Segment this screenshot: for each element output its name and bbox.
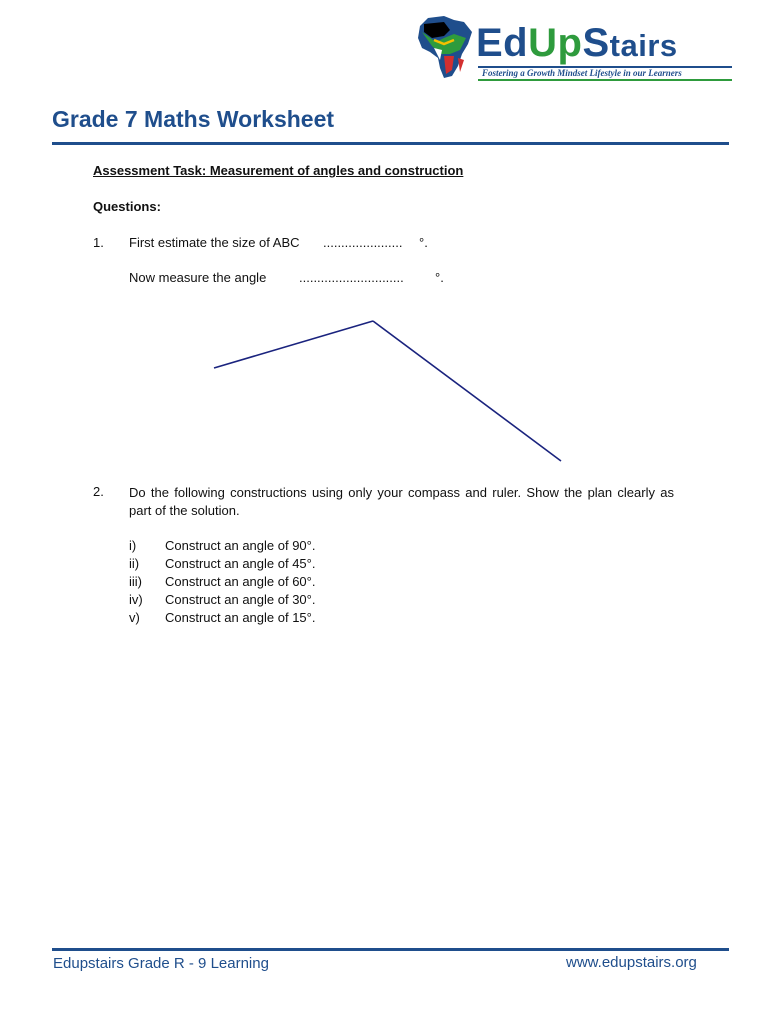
list-item-text: Construct an angle of 90°. <box>165 538 316 553</box>
list-item-number: iv) <box>129 592 143 607</box>
edupstairs-logo <box>414 14 732 82</box>
list-item <box>129 591 429 609</box>
list-item-number: ii) <box>129 556 140 571</box>
angle-arm-ba <box>214 321 373 368</box>
q1-estimate-text: First estimate the size of ABC <box>129 235 300 250</box>
footer-left-text: Edupstairs Grade R - 9 Learning <box>53 955 269 972</box>
angle-arm-bc <box>373 321 561 461</box>
list-item-text: Construct an angle of 30°. <box>165 592 316 607</box>
list-item <box>129 537 429 555</box>
list-item <box>129 573 429 591</box>
brand-part-s: S <box>582 21 610 65</box>
q1-measure-blank: ............................. <box>299 270 404 285</box>
list-item-text: Construct an angle of 45°. <box>165 556 316 571</box>
task-title: Assessment Task: Measurement of angles and construction <box>93 163 464 178</box>
page-title: Grade 7 Maths Worksheet <box>52 106 335 132</box>
questions-heading: Questions: <box>93 199 161 214</box>
title-divider <box>52 142 729 145</box>
list-item <box>129 555 429 573</box>
q1-measure-unit: °. <box>435 270 444 285</box>
brand-part-ed: Ed <box>476 21 529 65</box>
construction-list <box>129 537 429 627</box>
list-item-number: iii) <box>129 574 142 589</box>
list-item-text: Construct an angle of 15°. <box>165 610 316 625</box>
list-item-text: Construct an angle of 60°. <box>165 574 316 589</box>
q1-estimate-blank: ...................... <box>323 235 403 250</box>
brand-part-up: Up <box>528 21 583 65</box>
logo-divider-bottom <box>478 79 732 81</box>
list-item <box>129 609 429 627</box>
logo-tagline: Fostering a Growth Mindset Lifestyle in our Learners <box>482 68 682 78</box>
africa-map-icon <box>414 14 476 80</box>
list-item-number: v) <box>129 610 140 625</box>
q1-estimate-unit: °. <box>419 235 428 250</box>
footer-website-link[interactable]: www.edupstairs.org <box>566 954 697 971</box>
q2-number: 2. <box>93 484 104 499</box>
q1-measure-text: Now measure the angle <box>129 270 267 285</box>
brand-wordmark <box>476 20 678 69</box>
footer-divider <box>52 948 729 951</box>
q2-instruction: Do the following constructions using only your compass and ruler. Show the plan clearly as part of the solution. <box>129 485 674 518</box>
list-item-number: i) <box>129 538 137 553</box>
brand-part-tairs: tairs <box>609 28 678 63</box>
q1-number: 1. <box>93 235 104 250</box>
